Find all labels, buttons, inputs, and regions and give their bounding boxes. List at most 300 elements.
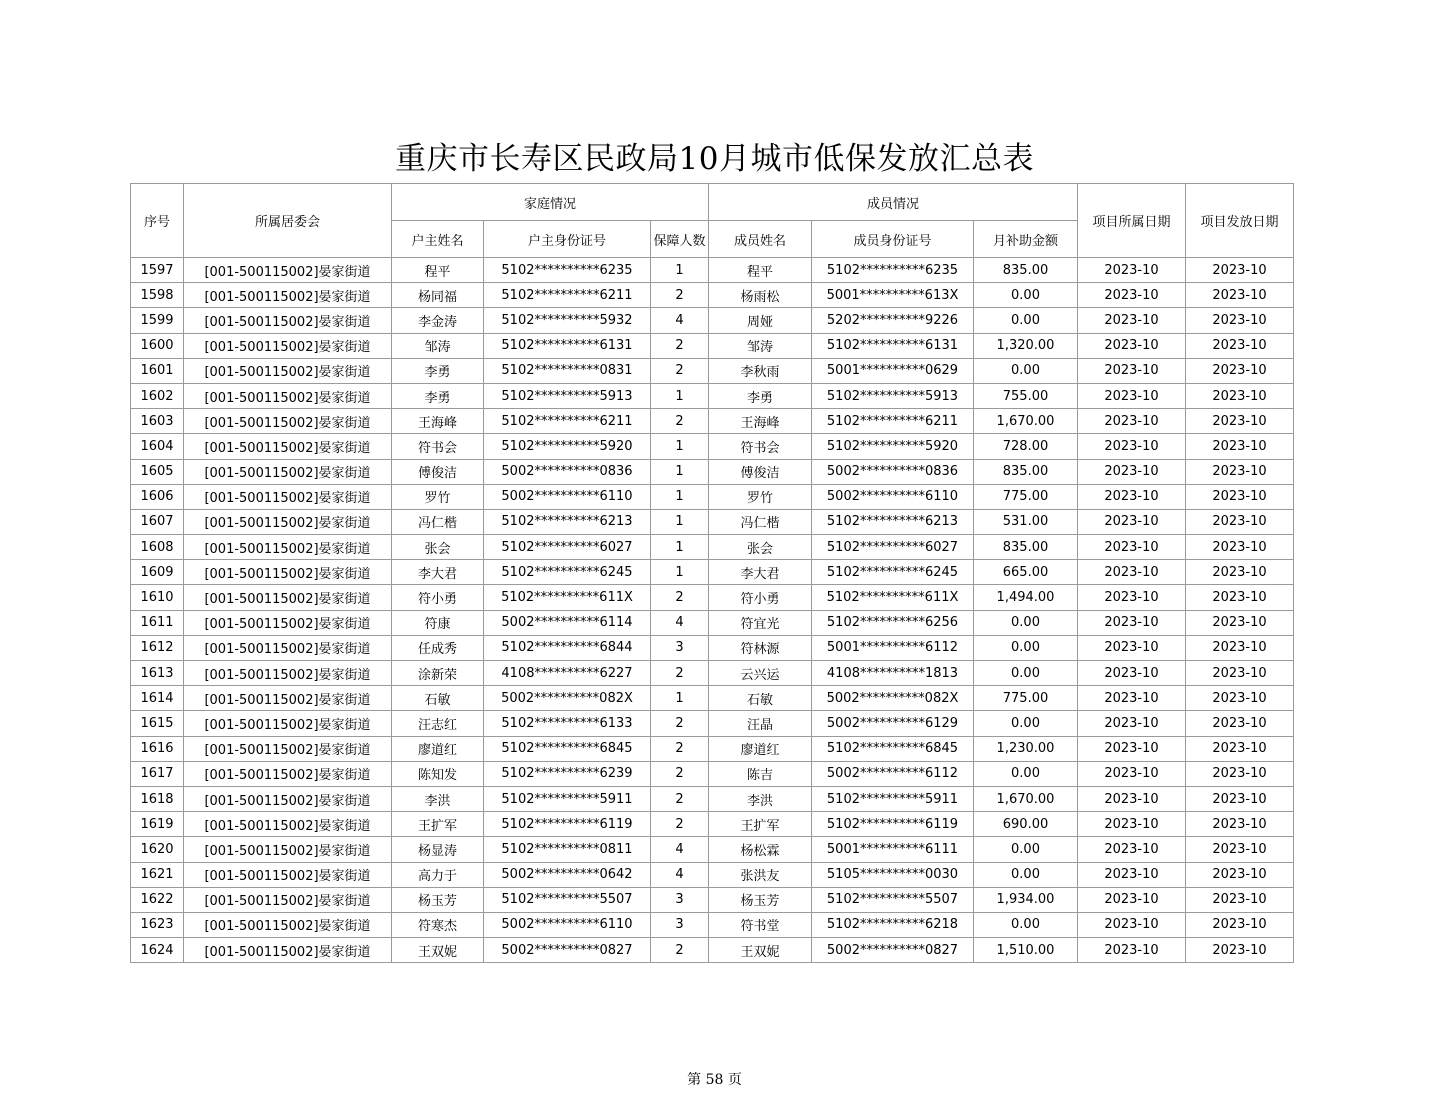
cell-covered-count: 2: [651, 938, 709, 963]
cell-member-name: 符林源: [709, 635, 812, 660]
cell-seq: 1613: [131, 661, 184, 686]
cell-head-name: 杨同福: [392, 283, 484, 308]
cell-monthly-amount: 728.00: [974, 434, 1078, 459]
cell-head-name: 王扩军: [392, 812, 484, 837]
cell-head-name: 陈知发: [392, 761, 484, 786]
cell-covered-count: 2: [651, 812, 709, 837]
page-title: 重庆市长寿区民政局10月城市低保发放汇总表: [395, 141, 1034, 177]
cell-project-month: 2023-10: [1078, 560, 1186, 585]
cell-member-name: 程平: [709, 258, 812, 283]
cell-member-name: 傅俊洁: [709, 459, 812, 484]
cell-member-name: 陈吉: [709, 761, 812, 786]
table-row: [131, 686, 1294, 711]
cell-issue-month: 2023-10: [1186, 812, 1294, 837]
cell-issue-month: 2023-10: [1186, 409, 1294, 434]
cell-monthly-amount: 835.00: [974, 535, 1078, 560]
cell-issue-month: 2023-10: [1186, 635, 1294, 660]
table-row: [131, 258, 1294, 283]
cell-committee: [001-500115002]晏家街道: [184, 585, 392, 610]
header-covered-count: 保障人数: [651, 221, 709, 258]
header-head-id: 户主身份证号: [484, 221, 651, 258]
cell-member-name: 李洪: [709, 786, 812, 811]
cell-issue-month: 2023-10: [1186, 459, 1294, 484]
cell-head-id: 5002**********0827: [484, 938, 651, 963]
cell-committee: [001-500115002]晏家街道: [184, 358, 392, 383]
cell-covered-count: 2: [651, 736, 709, 761]
cell-head-id: 5102**********5920: [484, 434, 651, 459]
cell-covered-count: 2: [651, 761, 709, 786]
table-row: [131, 308, 1294, 333]
header-member-group: 成员情况: [709, 184, 1078, 221]
cell-member-id: 5001**********613X: [812, 283, 974, 308]
cell-issue-month: 2023-10: [1186, 686, 1294, 711]
cell-committee: [001-500115002]晏家街道: [184, 383, 392, 408]
table-row: [131, 786, 1294, 811]
cell-member-name: 杨松霖: [709, 837, 812, 862]
cell-seq: 1607: [131, 509, 184, 534]
cell-member-name: 符书会: [709, 434, 812, 459]
cell-committee: [001-500115002]晏家街道: [184, 912, 392, 937]
table-row: [131, 283, 1294, 308]
cell-head-name: 罗竹: [392, 484, 484, 509]
cell-monthly-amount: 755.00: [974, 383, 1078, 408]
cell-seq: 1618: [131, 786, 184, 811]
cell-issue-month: 2023-10: [1186, 912, 1294, 937]
cell-head-name: 任成秀: [392, 635, 484, 660]
cell-member-id: 5102**********611X: [812, 585, 974, 610]
cell-committee: [001-500115002]晏家街道: [184, 761, 392, 786]
cell-issue-month: 2023-10: [1186, 862, 1294, 887]
cell-member-id: 5102**********6211: [812, 409, 974, 434]
cell-covered-count: 1: [651, 383, 709, 408]
cell-head-name: 王双妮: [392, 938, 484, 963]
cell-issue-month: 2023-10: [1186, 837, 1294, 862]
cell-member-name: 李大君: [709, 560, 812, 585]
cell-member-name: 张会: [709, 535, 812, 560]
cell-head-id: 5102**********6845: [484, 736, 651, 761]
cell-head-id: 5002**********082X: [484, 686, 651, 711]
cell-issue-month: 2023-10: [1186, 308, 1294, 333]
cell-member-name: 王扩军: [709, 812, 812, 837]
cell-project-month: 2023-10: [1078, 610, 1186, 635]
cell-project-month: 2023-10: [1078, 812, 1186, 837]
page-number: 第 58 页: [687, 1072, 742, 1088]
header-project-month: 项目所属日期: [1078, 184, 1186, 258]
cell-monthly-amount: 1,670.00: [974, 786, 1078, 811]
cell-member-id: 5102**********5911: [812, 786, 974, 811]
cell-committee: [001-500115002]晏家街道: [184, 459, 392, 484]
cell-issue-month: 2023-10: [1186, 610, 1294, 635]
table-row: [131, 812, 1294, 837]
cell-member-name: 冯仁楷: [709, 509, 812, 534]
cell-seq: 1600: [131, 333, 184, 358]
cell-project-month: 2023-10: [1078, 409, 1186, 434]
cell-member-id: 5102**********5920: [812, 434, 974, 459]
cell-member-name: 石敏: [709, 686, 812, 711]
cell-member-id: 5102**********6218: [812, 912, 974, 937]
cell-committee: [001-500115002]晏家街道: [184, 560, 392, 585]
cell-head-name: 张会: [392, 535, 484, 560]
cell-monthly-amount: 0.00: [974, 912, 1078, 937]
table-row: [131, 484, 1294, 509]
cell-issue-month: 2023-10: [1186, 434, 1294, 459]
cell-member-id: 5001**********6111: [812, 837, 974, 862]
cell-monthly-amount: 775.00: [974, 484, 1078, 509]
cell-seq: 1610: [131, 585, 184, 610]
cell-covered-count: 2: [651, 409, 709, 434]
cell-member-name: 邹涛: [709, 333, 812, 358]
cell-head-id: 4108**********6227: [484, 661, 651, 686]
table-row: [131, 912, 1294, 937]
cell-monthly-amount: 775.00: [974, 686, 1078, 711]
cell-committee: [001-500115002]晏家街道: [184, 434, 392, 459]
cell-head-id: 5102**********6245: [484, 560, 651, 585]
cell-member-id: 5002**********0836: [812, 459, 974, 484]
cell-member-name: 周娅: [709, 308, 812, 333]
cell-head-id: 5102**********6213: [484, 509, 651, 534]
cell-issue-month: 2023-10: [1186, 661, 1294, 686]
table-row: [131, 635, 1294, 660]
cell-covered-count: 1: [651, 459, 709, 484]
cell-head-id: 5102**********6844: [484, 635, 651, 660]
cell-covered-count: 1: [651, 258, 709, 283]
table-row: [131, 358, 1294, 383]
cell-issue-month: 2023-10: [1186, 509, 1294, 534]
cell-project-month: 2023-10: [1078, 535, 1186, 560]
cell-seq: 1597: [131, 258, 184, 283]
cell-seq: 1599: [131, 308, 184, 333]
cell-member-name: 杨玉芳: [709, 887, 812, 912]
cell-seq: 1605: [131, 459, 184, 484]
cell-monthly-amount: 1,230.00: [974, 736, 1078, 761]
cell-monthly-amount: 1,320.00: [974, 333, 1078, 358]
cell-head-name: 李洪: [392, 786, 484, 811]
cell-head-id: 5002**********0836: [484, 459, 651, 484]
table-row: [131, 560, 1294, 585]
table-row: [131, 610, 1294, 635]
cell-head-id: 5102**********5913: [484, 383, 651, 408]
cell-member-name: 符宜光: [709, 610, 812, 635]
cell-head-id: 5102**********6239: [484, 761, 651, 786]
table-row: [131, 459, 1294, 484]
cell-member-name: 杨雨松: [709, 283, 812, 308]
table-row: [131, 862, 1294, 887]
cell-committee: [001-500115002]晏家街道: [184, 938, 392, 963]
cell-committee: [001-500115002]晏家街道: [184, 509, 392, 534]
cell-covered-count: 4: [651, 862, 709, 887]
cell-member-name: 廖道红: [709, 736, 812, 761]
cell-seq: 1614: [131, 686, 184, 711]
cell-member-id: 5002**********6110: [812, 484, 974, 509]
cell-covered-count: 2: [651, 585, 709, 610]
header-member-name: 成员姓名: [709, 221, 812, 258]
cell-head-id: 5102**********611X: [484, 585, 651, 610]
cell-member-id: 4108**********1813: [812, 661, 974, 686]
cell-project-month: 2023-10: [1078, 887, 1186, 912]
cell-seq: 1604: [131, 434, 184, 459]
cell-head-name: 傅俊洁: [392, 459, 484, 484]
cell-head-name: 冯仁楷: [392, 509, 484, 534]
header-monthly-amount: 月补助金额: [974, 221, 1078, 258]
cell-head-name: 王海峰: [392, 409, 484, 434]
cell-head-name: 汪志红: [392, 711, 484, 736]
cell-project-month: 2023-10: [1078, 736, 1186, 761]
cell-project-month: 2023-10: [1078, 711, 1186, 736]
cell-member-name: 李勇: [709, 383, 812, 408]
cell-monthly-amount: 531.00: [974, 509, 1078, 534]
cell-member-name: 符小勇: [709, 585, 812, 610]
cell-member-name: 王海峰: [709, 409, 812, 434]
cell-head-id: 5102**********6131: [484, 333, 651, 358]
cell-head-name: 李勇: [392, 358, 484, 383]
cell-head-id: 5102**********6211: [484, 283, 651, 308]
cell-committee: [001-500115002]晏家街道: [184, 283, 392, 308]
cell-monthly-amount: 0.00: [974, 837, 1078, 862]
cell-member-id: 5002**********6112: [812, 761, 974, 786]
cell-project-month: 2023-10: [1078, 283, 1186, 308]
cell-committee: [001-500115002]晏家街道: [184, 837, 392, 862]
cell-member-id: 5102**********6845: [812, 736, 974, 761]
cell-issue-month: 2023-10: [1186, 585, 1294, 610]
cell-issue-month: 2023-10: [1186, 560, 1294, 585]
cell-head-id: 5102**********5911: [484, 786, 651, 811]
cell-covered-count: 2: [651, 711, 709, 736]
cell-issue-month: 2023-10: [1186, 283, 1294, 308]
cell-committee: [001-500115002]晏家街道: [184, 862, 392, 887]
cell-issue-month: 2023-10: [1186, 786, 1294, 811]
cell-seq: 1624: [131, 938, 184, 963]
cell-seq: 1622: [131, 887, 184, 912]
cell-member-id: 5105**********0030: [812, 862, 974, 887]
cell-covered-count: 1: [651, 535, 709, 560]
cell-head-name: 涂新荣: [392, 661, 484, 686]
table-row: [131, 938, 1294, 963]
cell-issue-month: 2023-10: [1186, 938, 1294, 963]
cell-seq: 1598: [131, 283, 184, 308]
cell-project-month: 2023-10: [1078, 484, 1186, 509]
cell-committee: [001-500115002]晏家街道: [184, 686, 392, 711]
cell-head-id: 5002**********6110: [484, 912, 651, 937]
cell-committee: [001-500115002]晏家街道: [184, 711, 392, 736]
cell-member-id: 5002**********6129: [812, 711, 974, 736]
cell-project-month: 2023-10: [1078, 383, 1186, 408]
cell-seq: 1603: [131, 409, 184, 434]
table-row: [131, 585, 1294, 610]
table-row: [131, 509, 1294, 534]
cell-monthly-amount: 0.00: [974, 610, 1078, 635]
header-issue-month: 项目发放日期: [1186, 184, 1294, 258]
cell-seq: 1617: [131, 761, 184, 786]
cell-issue-month: 2023-10: [1186, 383, 1294, 408]
cell-committee: [001-500115002]晏家街道: [184, 409, 392, 434]
cell-head-name: 程平: [392, 258, 484, 283]
cell-project-month: 2023-10: [1078, 459, 1186, 484]
cell-head-id: 5102**********0811: [484, 837, 651, 862]
cell-head-id: 5102**********6211: [484, 409, 651, 434]
cell-project-month: 2023-10: [1078, 661, 1186, 686]
cell-covered-count: 1: [651, 434, 709, 459]
table-row: [131, 736, 1294, 761]
cell-head-id: 5102**********5932: [484, 308, 651, 333]
cell-covered-count: 1: [651, 686, 709, 711]
table-row: [131, 409, 1294, 434]
cell-project-month: 2023-10: [1078, 308, 1186, 333]
cell-head-name: 杨玉芳: [392, 887, 484, 912]
table-row: [131, 333, 1294, 358]
header-committee: 所属居委会: [184, 184, 392, 258]
table-row: [131, 383, 1294, 408]
cell-issue-month: 2023-10: [1186, 761, 1294, 786]
cell-member-id: 5102**********6119: [812, 812, 974, 837]
cell-project-month: 2023-10: [1078, 358, 1186, 383]
cell-monthly-amount: 1,670.00: [974, 409, 1078, 434]
cell-project-month: 2023-10: [1078, 258, 1186, 283]
cell-seq: 1619: [131, 812, 184, 837]
cell-member-id: 5202**********9226: [812, 308, 974, 333]
cell-issue-month: 2023-10: [1186, 333, 1294, 358]
cell-committee: [001-500115002]晏家街道: [184, 661, 392, 686]
cell-member-name: 王双妮: [709, 938, 812, 963]
cell-committee: [001-500115002]晏家街道: [184, 308, 392, 333]
cell-seq: 1620: [131, 837, 184, 862]
cell-monthly-amount: 0.00: [974, 862, 1078, 887]
cell-head-name: 石敏: [392, 686, 484, 711]
cell-member-name: 符书堂: [709, 912, 812, 937]
cell-seq: 1602: [131, 383, 184, 408]
cell-seq: 1616: [131, 736, 184, 761]
cell-head-name: 邹涛: [392, 333, 484, 358]
cell-covered-count: 1: [651, 484, 709, 509]
cell-committee: [001-500115002]晏家街道: [184, 635, 392, 660]
cell-issue-month: 2023-10: [1186, 736, 1294, 761]
table-row: [131, 535, 1294, 560]
header-head-name: 户主姓名: [392, 221, 484, 258]
table-row: [131, 761, 1294, 786]
cell-head-name: 符小勇: [392, 585, 484, 610]
cell-monthly-amount: 0.00: [974, 635, 1078, 660]
cell-seq: 1615: [131, 711, 184, 736]
cell-project-month: 2023-10: [1078, 837, 1186, 862]
cell-head-name: 廖道红: [392, 736, 484, 761]
cell-member-id: 5002**********082X: [812, 686, 974, 711]
table-row: [131, 837, 1294, 862]
cell-head-name: 李勇: [392, 383, 484, 408]
cell-covered-count: 2: [651, 786, 709, 811]
cell-member-name: 李秋雨: [709, 358, 812, 383]
cell-monthly-amount: 665.00: [974, 560, 1078, 585]
cell-member-id: 5001**********6112: [812, 635, 974, 660]
cell-head-id: 5002**********6110: [484, 484, 651, 509]
cell-issue-month: 2023-10: [1186, 711, 1294, 736]
cell-member-name: 汪晶: [709, 711, 812, 736]
header-seq: 序号: [131, 184, 184, 258]
cell-project-month: 2023-10: [1078, 585, 1186, 610]
cell-project-month: 2023-10: [1078, 333, 1186, 358]
cell-head-id: 5002**********6114: [484, 610, 651, 635]
cell-covered-count: 2: [651, 358, 709, 383]
cell-head-id: 5102**********0831: [484, 358, 651, 383]
cell-covered-count: 3: [651, 912, 709, 937]
cell-monthly-amount: 1,934.00: [974, 887, 1078, 912]
cell-head-id: 5102**********6133: [484, 711, 651, 736]
cell-committee: [001-500115002]晏家街道: [184, 610, 392, 635]
cell-head-name: 高力于: [392, 862, 484, 887]
table-row: [131, 711, 1294, 736]
cell-monthly-amount: 1,510.00: [974, 938, 1078, 963]
cell-covered-count: 1: [651, 509, 709, 534]
cell-monthly-amount: 0.00: [974, 308, 1078, 333]
cell-head-name: 符寒杰: [392, 912, 484, 937]
cell-project-month: 2023-10: [1078, 686, 1186, 711]
cell-head-id: 5102**********5507: [484, 887, 651, 912]
cell-project-month: 2023-10: [1078, 862, 1186, 887]
table-body: [131, 258, 1294, 963]
cell-member-id: 5002**********0827: [812, 938, 974, 963]
header-member-id: 成员身份证号: [812, 221, 974, 258]
cell-head-name: 符康: [392, 610, 484, 635]
cell-seq: 1612: [131, 635, 184, 660]
cell-monthly-amount: 0.00: [974, 358, 1078, 383]
cell-head-name: 杨显涛: [392, 837, 484, 862]
cell-monthly-amount: 835.00: [974, 258, 1078, 283]
cell-member-id: 5102**********6027: [812, 535, 974, 560]
cell-member-id: 5102**********6213: [812, 509, 974, 534]
cell-monthly-amount: 0.00: [974, 761, 1078, 786]
cell-head-id: 5102**********6235: [484, 258, 651, 283]
cell-monthly-amount: 0.00: [974, 283, 1078, 308]
table-row: [131, 661, 1294, 686]
table-row: [131, 434, 1294, 459]
cell-project-month: 2023-10: [1078, 434, 1186, 459]
cell-member-id: 5102**********6256: [812, 610, 974, 635]
cell-committee: [001-500115002]晏家街道: [184, 258, 392, 283]
cell-member-id: 5102**********5913: [812, 383, 974, 408]
cell-seq: 1621: [131, 862, 184, 887]
relief-summary-table: [130, 183, 1294, 963]
cell-committee: [001-500115002]晏家街道: [184, 333, 392, 358]
cell-issue-month: 2023-10: [1186, 258, 1294, 283]
cell-project-month: 2023-10: [1078, 912, 1186, 937]
cell-covered-count: 1: [651, 560, 709, 585]
cell-committee: [001-500115002]晏家街道: [184, 786, 392, 811]
cell-covered-count: 4: [651, 610, 709, 635]
cell-member-name: 罗竹: [709, 484, 812, 509]
cell-seq: 1611: [131, 610, 184, 635]
cell-seq: 1609: [131, 560, 184, 585]
header-family-group: 家庭情况: [392, 184, 709, 221]
cell-project-month: 2023-10: [1078, 635, 1186, 660]
cell-project-month: 2023-10: [1078, 938, 1186, 963]
cell-committee: [001-500115002]晏家街道: [184, 484, 392, 509]
cell-monthly-amount: 690.00: [974, 812, 1078, 837]
cell-covered-count: 2: [651, 283, 709, 308]
cell-covered-count: 4: [651, 837, 709, 862]
cell-committee: [001-500115002]晏家街道: [184, 812, 392, 837]
table-header: [131, 184, 1294, 258]
cell-covered-count: 2: [651, 333, 709, 358]
cell-member-id: 5102**********6245: [812, 560, 974, 585]
cell-member-id: 5102**********6131: [812, 333, 974, 358]
cell-head-id: 5102**********6119: [484, 812, 651, 837]
cell-covered-count: 3: [651, 635, 709, 660]
cell-member-id: 5102**********5507: [812, 887, 974, 912]
cell-monthly-amount: 0.00: [974, 661, 1078, 686]
cell-head-name: 符书会: [392, 434, 484, 459]
cell-issue-month: 2023-10: [1186, 358, 1294, 383]
cell-seq: 1601: [131, 358, 184, 383]
cell-seq: 1623: [131, 912, 184, 937]
cell-head-id: 5002**********0642: [484, 862, 651, 887]
